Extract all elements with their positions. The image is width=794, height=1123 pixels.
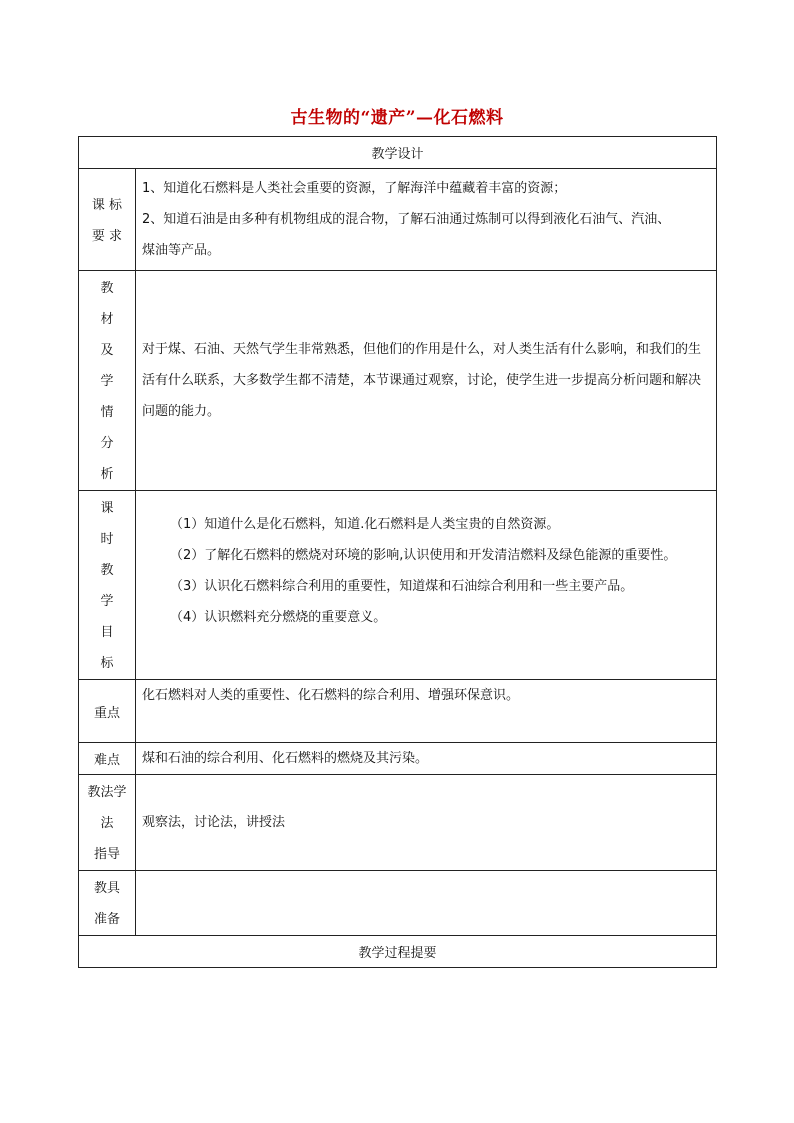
label-char: 时 xyxy=(100,532,114,547)
table-header-row xyxy=(79,137,717,169)
curriculum-requirements-content xyxy=(136,169,717,271)
label-lesson-objectives xyxy=(79,491,136,680)
row-teaching-tools xyxy=(79,871,717,936)
label-char: 课 xyxy=(100,501,114,516)
objective-item: （3）认识化石燃料综合利用的重要性，知道煤和石油综合利用和一些主要产品。 xyxy=(170,579,634,594)
section-heading-teaching-design: 教学设计 xyxy=(79,137,717,169)
label-char: 目 xyxy=(100,625,114,640)
label-char: 教 xyxy=(100,563,114,578)
label-difficulties: 难点 xyxy=(79,743,136,775)
label-line: 准备 xyxy=(93,912,120,927)
objective-item: （1）知道什么是化石燃料，知道.化石燃料是人类宝贵的自然资源。 xyxy=(170,517,560,532)
label-line: 要 求 xyxy=(91,228,123,244)
lesson-plan-table xyxy=(78,136,717,968)
material-analysis-content xyxy=(136,271,717,491)
objective-item: （4）认识燃料充分燃烧的重要意义。 xyxy=(170,610,387,625)
label-material-analysis xyxy=(79,271,136,491)
label-char: 情 xyxy=(100,405,114,420)
row-curriculum-requirements xyxy=(79,169,717,271)
label-char: 标 xyxy=(100,656,114,671)
label-teaching-tools xyxy=(79,871,136,936)
key-points-content: 化石燃料对人类的重要性、化石燃料的综合利用、增强环保意识。 xyxy=(136,680,717,743)
label-line: 课 标 xyxy=(91,197,123,213)
label-key-points: 重点 xyxy=(79,680,136,743)
analysis-paragraph: 对于煤、石油、天然气学生非常熟悉，但他们的作用是什么，对人类生活有什么影响，和我们的生活有什么联系，大多数学生都不清楚，本节课通过观察，讨论，使学生进一步提高分析问题和解决问题的能力。 xyxy=(142,342,702,419)
lesson-objectives-content xyxy=(136,491,717,680)
row-difficulties xyxy=(79,743,717,775)
label-line: 法 xyxy=(100,816,114,831)
label-char: 材 xyxy=(100,312,114,327)
label-line: 教法学 xyxy=(87,785,127,800)
label-curriculum-requirements xyxy=(79,169,136,271)
table-footer-row xyxy=(79,936,717,968)
label-char: 教 xyxy=(100,281,114,296)
row-teaching-methods xyxy=(79,775,717,871)
requirement-line: 2、知道石油是由多种有机物组成的混合物，了解石油通过炼制可以得到液化石油气、汽油、 xyxy=(142,212,671,227)
requirement-line: 1、知道化石燃料是人类社会重要的资源，了解海洋中蕴藏着丰富的资源； xyxy=(142,181,567,196)
label-teaching-methods xyxy=(79,775,136,871)
label-char: 及 xyxy=(100,343,114,358)
teaching-tools-content xyxy=(136,871,717,936)
label-line: 教具 xyxy=(93,881,120,896)
row-material-analysis xyxy=(79,271,717,491)
row-key-points xyxy=(79,680,717,743)
label-char: 学 xyxy=(100,374,114,389)
teaching-methods-content: 观察法，讨论法，讲授法 xyxy=(136,775,717,871)
label-char: 学 xyxy=(100,594,114,609)
difficulties-content: 煤和石油的综合利用、化石燃料的燃烧及其污染。 xyxy=(136,743,717,775)
label-char: 分 xyxy=(100,436,114,451)
document-title: 古生物的“遗产”—化石燃料 xyxy=(290,108,504,128)
requirement-line: 煤油等产品。 xyxy=(142,243,221,258)
section-heading-process-outline: 教学过程提要 xyxy=(79,936,717,968)
row-lesson-objectives xyxy=(79,491,717,680)
label-line: 指导 xyxy=(93,847,120,862)
label-char: 析 xyxy=(100,467,114,482)
objective-item: （2）了解化石燃料的燃烧对环境的影响,认识使用和开发清洁燃料及绿色能源的重要性。 xyxy=(170,548,677,563)
